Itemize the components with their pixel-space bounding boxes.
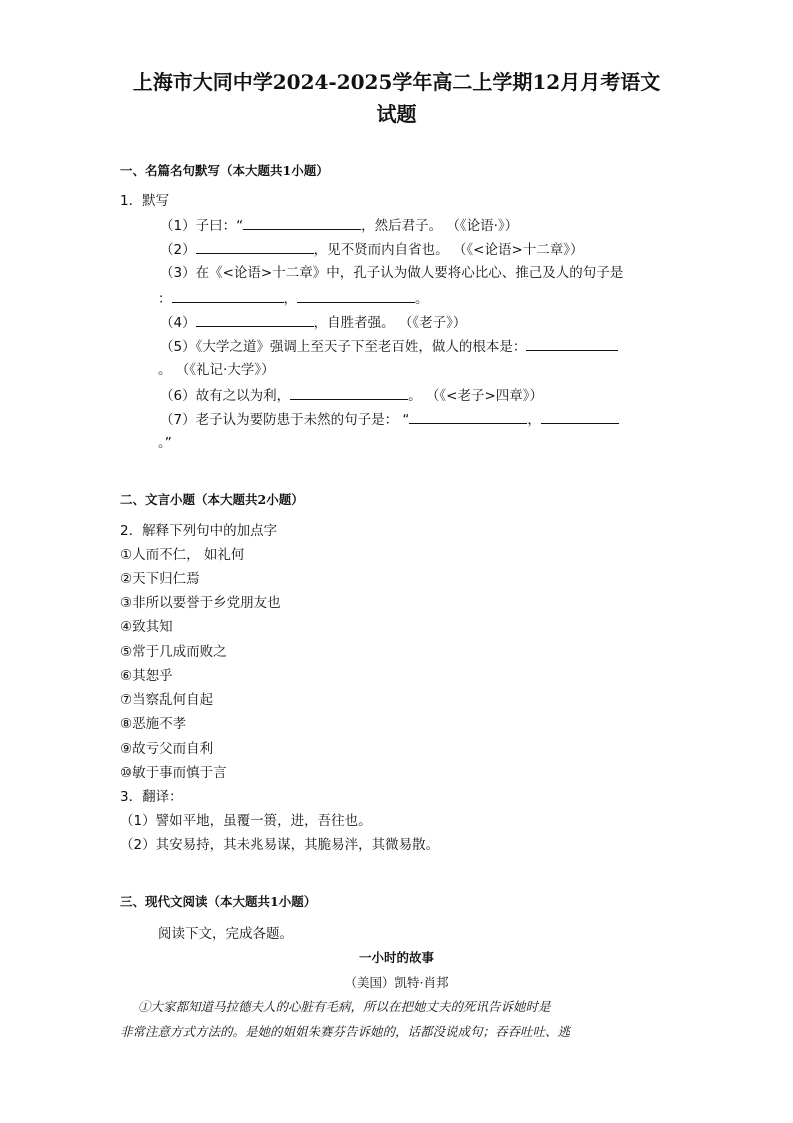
section-3-heading: 三、现代文阅读（本大题共1小题） bbox=[120, 894, 317, 909]
answer-blank[interactable] bbox=[526, 337, 618, 351]
q2-item: ⑩敏于事而慎于言 bbox=[120, 765, 227, 781]
title-line-2: 试题 bbox=[376, 102, 417, 126]
q2-item: ⑥其恕乎 bbox=[120, 668, 173, 684]
answer-blank[interactable] bbox=[196, 240, 314, 254]
answer-blank[interactable] bbox=[243, 216, 361, 230]
reading-intro: 阅读下文，完成各题。 bbox=[158, 926, 293, 942]
q1-item-7: （7）老子认为要防患于未然的句子是： “ ， bbox=[160, 410, 619, 429]
q2-item: ②天下归仁焉 bbox=[120, 571, 200, 587]
answer-blank[interactable] bbox=[290, 386, 408, 400]
q2-item: ⑧恶施不孝 bbox=[120, 716, 187, 732]
question-3-label: 3．翻译： bbox=[120, 789, 183, 805]
answer-blank[interactable] bbox=[196, 313, 314, 327]
q2-item: ⑨故亏父而自利 bbox=[120, 741, 214, 757]
q2-item: ①人而不仁， 如礼何 bbox=[120, 547, 245, 563]
q1-item-5-cont: 。 （《礼记·大学》） bbox=[158, 362, 275, 378]
q1-item-3: （3）在《<论语>十二章》中，孔子认为做人要将心比心、推己及人的句子是 bbox=[160, 265, 624, 281]
q1-item-4: （4） ，自胜者强。 （《老子》） bbox=[160, 315, 467, 331]
q3-item: （1）譬如平地，虽覆一篑，进，吾往也。 bbox=[120, 813, 372, 829]
answer-blank[interactable] bbox=[409, 410, 527, 424]
q1-item-6: （6）故有之以为利， 。 （《<老子>四章》） bbox=[160, 388, 544, 404]
q1-item-7-cont: 。” bbox=[158, 435, 172, 451]
story-title: 一小时的故事 bbox=[358, 950, 434, 965]
q3-item: （2）其安易持，其未兆易谋，其脆易泮，其微易散。 bbox=[120, 837, 440, 853]
story-line: ①大家都知道马拉德夫人的心脏有毛病，所以在把她丈夫的死讯告诉她时是 bbox=[138, 999, 551, 1014]
q2-item: ⑦当察乱何自起 bbox=[120, 692, 214, 708]
q1-item-1: （1）子曰：“ ，然后君子。 （《论语·》） bbox=[160, 218, 519, 234]
q2-item: ③非所以要誉于乡党朋友也 bbox=[120, 595, 281, 611]
section-2-heading: 二、文言小题（本大题共2小题） bbox=[120, 492, 304, 507]
answer-blank[interactable] bbox=[297, 289, 415, 303]
q1-item-2: （2） ，见不贤而内自省也。 （《<论语>十二章》） bbox=[160, 242, 584, 258]
question-1-label: 1．默写 bbox=[120, 193, 170, 209]
q1-item-3-cont: ： ， 。 bbox=[158, 291, 429, 307]
story-line: 非常注意方式方法的。是她的姐姐朱赛芬告诉她的，话都没说成句；吞吞吐吐、逃 bbox=[120, 1024, 571, 1039]
section-1-heading: 一、名篇名句默写（本大题共1小题） bbox=[120, 163, 329, 178]
answer-blank[interactable] bbox=[172, 289, 284, 303]
question-2-label: 2．解释下列句中的加点字 bbox=[120, 523, 278, 539]
answer-blank[interactable] bbox=[541, 410, 619, 424]
page-title bbox=[100, 66, 693, 130]
q2-item: ⑤常于几成而败之 bbox=[120, 644, 227, 660]
q1-item-5: （5）《大学之道》强调上至天子下至老百姓，做人的根本是： bbox=[160, 337, 618, 356]
q2-item: ④致其知 bbox=[120, 619, 173, 635]
story-author: （美国）凯特·肖邦 bbox=[344, 975, 449, 990]
title-line-1: 上海市大同中学2024-2025学年高二上学期12月月考语文 bbox=[132, 70, 661, 94]
